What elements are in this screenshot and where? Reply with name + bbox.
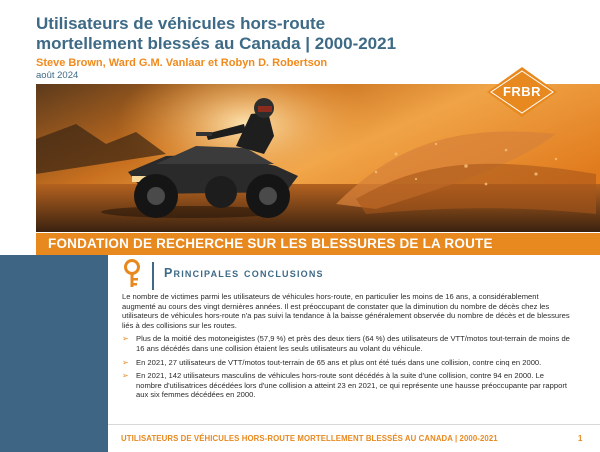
document-title-line-2: mortellement blessés au Canada | 2000-2021 xyxy=(36,34,397,53)
frbr-logo-badge xyxy=(487,67,557,117)
finding-text: En 2021, 142 utilisateurs masculins de véhicules hors-route sont décédés à la suite d'une collision, contre 94 en 2000. Le nombre d'utilisatrices décédées lors d'une collision a atteint 23 en 2021, ce qui représente une hausse préoccupante par rapport aux six femmes décédées en 2000. xyxy=(136,371,567,400)
list-item xyxy=(122,371,570,400)
intro-paragraph: Le nombre de victimes parmi les utilisateurs de véhicules hors-route, en particulier les moins de 16 ans, a considérablement augmenté au cours des vingt dernières années. Il est préoccupant de constater que la diminution du nombre de décès chez les utilisateurs de véhicules hors-route n'a pas suivi la tendance à la baisse généralement observée du nombre de décès et de blessures liés à des collisions sur les routes. xyxy=(122,292,570,330)
arrow-bullet-icon: ➢ xyxy=(122,334,129,344)
left-sidebar-band xyxy=(0,255,108,452)
arrow-bullet-icon: ➢ xyxy=(122,371,129,381)
arrow-bullet-icon: ➢ xyxy=(122,357,129,367)
heading-divider xyxy=(152,262,154,290)
publication-date: août 2024 xyxy=(36,70,79,81)
running-footer-title: UTILISATEURS DE VÉHICULES HORS-ROUTE MORTELLEMENT BLESSÉS AU CANADA | 2000-2021 xyxy=(121,434,498,443)
list-item xyxy=(122,334,570,353)
document-title-line-1: Utilisateurs de véhicules hors-route xyxy=(36,14,326,33)
title-block xyxy=(36,14,556,81)
organization-name: FONDATION DE RECHERCHE SUR LES BLESSURES DE LA ROUTE xyxy=(48,236,493,251)
key-findings-content xyxy=(122,292,570,404)
organization-banner xyxy=(36,233,600,255)
authors: Steve Brown, Ward G.M. Vanlaar et Robyn D. Robertson xyxy=(36,57,328,69)
finding-text: Plus de la moitié des motoneigistes (57,9 %) et près des deux tiers (64 %) des utilisateurs de VTT/motos tout-terrain de moins de 16 ans décédés dans une collision étaient les seuls utilisateurs au volant du véhicule. xyxy=(136,334,570,353)
page-number: 1 xyxy=(578,434,583,443)
section-heading: Principales conclusions xyxy=(164,266,324,280)
findings-list xyxy=(122,334,570,400)
key-icon xyxy=(121,259,143,294)
finding-text: En 2021, 27 utilisateurs de VTT/motos tout-terrain de 65 ans et plus ont été tués dans une collision, contre cinq en 2000. xyxy=(136,357,542,367)
frbr-logo-label: FRBR xyxy=(502,84,542,99)
list-item xyxy=(122,358,570,368)
footer-divider xyxy=(108,424,600,425)
